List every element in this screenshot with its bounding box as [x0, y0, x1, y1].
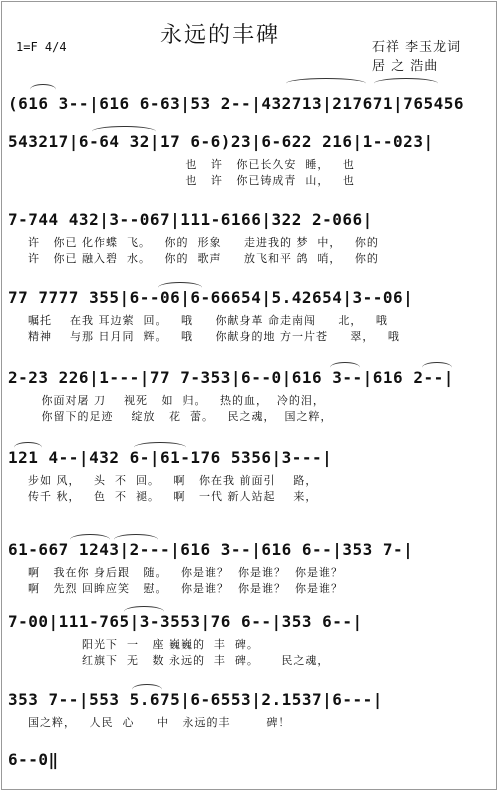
- lyric-verse-1: 国之粹， 人民 心 中 永远的丰 碑！: [28, 716, 291, 729]
- lyric-verse-2: 许 你已 融入碧 水。 你的 歌声 放飞和平 鸽 哨， 你的: [28, 252, 379, 265]
- notation-text: 2-23 226|1---|77 7-353|6--0|616 3--|616 2--|: [8, 368, 454, 387]
- lyricist-credit: 石祥 李玉龙词: [372, 40, 462, 55]
- notation-text: (616 3--|616 6-63|53 2--|432713|217671|765456: [8, 94, 464, 113]
- score-line: [8, 288, 494, 343]
- lyric-verse-2: 你留下的足迹 绽放 花 蕾。 民之魂， 国之粹，: [28, 410, 333, 423]
- slur-mark: [374, 78, 438, 89]
- key-signature: 1=F 4/4: [16, 40, 67, 54]
- lyric-verse-1: 步如 风， 头 不 回。 啊 你在我 前面引 路，: [28, 474, 318, 487]
- lyric-verse-1: 阳光下 一 座 巍巍的 丰 碑。: [28, 638, 259, 651]
- score-line: [8, 132, 494, 187]
- composer-credit: 居 之 浩曲: [372, 59, 439, 74]
- score-line: [8, 540, 494, 595]
- lyric-verse-1: 啊 我在你 身后跟 随。 你是谁？ 你是谁？ 你是谁？: [28, 566, 343, 579]
- notation-text: 543217|6-64 32|17 6-6)23|6-622 216|1--023|: [8, 132, 434, 151]
- score-line: [8, 612, 494, 667]
- song-title: 永远的丰碑: [160, 23, 281, 48]
- score-line: [8, 368, 494, 423]
- notation-text: 61-667 1243|2---|616 3--|616 6--|353 7-|: [8, 540, 414, 559]
- notation-text: 7-00|111-765|3-3553|76 6--|353 6--|: [8, 612, 363, 631]
- notation-text: 6--0‖: [8, 750, 59, 769]
- score-line: [8, 690, 494, 729]
- notation-text: 121 4--|432 6-|61-176 5356|3---|: [8, 448, 333, 467]
- score-line: [8, 750, 494, 774]
- score-line: [8, 210, 494, 265]
- notation-text: 353 7--|553 5.675|6-6553|2.1537|6---|: [8, 690, 383, 709]
- notation-text: 77 7777 355|6--06|6-66654|5.42654|3--06|: [8, 288, 414, 307]
- lyric-verse-2: 传千 秋， 色 不 褪。 啊 一代 新人站起 来，: [28, 490, 318, 503]
- lyric-verse-1: 你面对屠 刀 视死 如 归。 热的血， 冷的泪，: [28, 394, 325, 407]
- lyric-verse-1: 许 你已 化作蝶 飞。 你的 形象 走进我的 梦 中， 你的: [28, 236, 379, 249]
- score-line: [8, 90, 494, 116]
- lyric-verse-1: 嘱托 在我 耳边萦 回。 哦 你献身革 命走南闯 北， 哦: [28, 314, 388, 327]
- notation-text: 7-744 432|3--067|111-6166|322 2-066|: [8, 210, 373, 229]
- score-line: [8, 448, 494, 503]
- lyric-verse-1: 也 许 你已长久安 睡， 也: [28, 158, 355, 171]
- lyric-verse-2: 红旗下 无 数 永远的 丰 碑。 民之魂，: [28, 654, 330, 667]
- lyric-verse-2: 啊 先烈 回眸应笑 慰。 你是谁？ 你是谁？ 你是谁？: [28, 582, 343, 595]
- lyric-verse-2: 也 许 你已铸成青 山， 也: [28, 174, 355, 187]
- lyric-verse-2: 精神 与那 日月同 辉。 哦 你献身的地 方一片苍 翠， 哦: [28, 330, 400, 343]
- slur-mark: [286, 78, 366, 89]
